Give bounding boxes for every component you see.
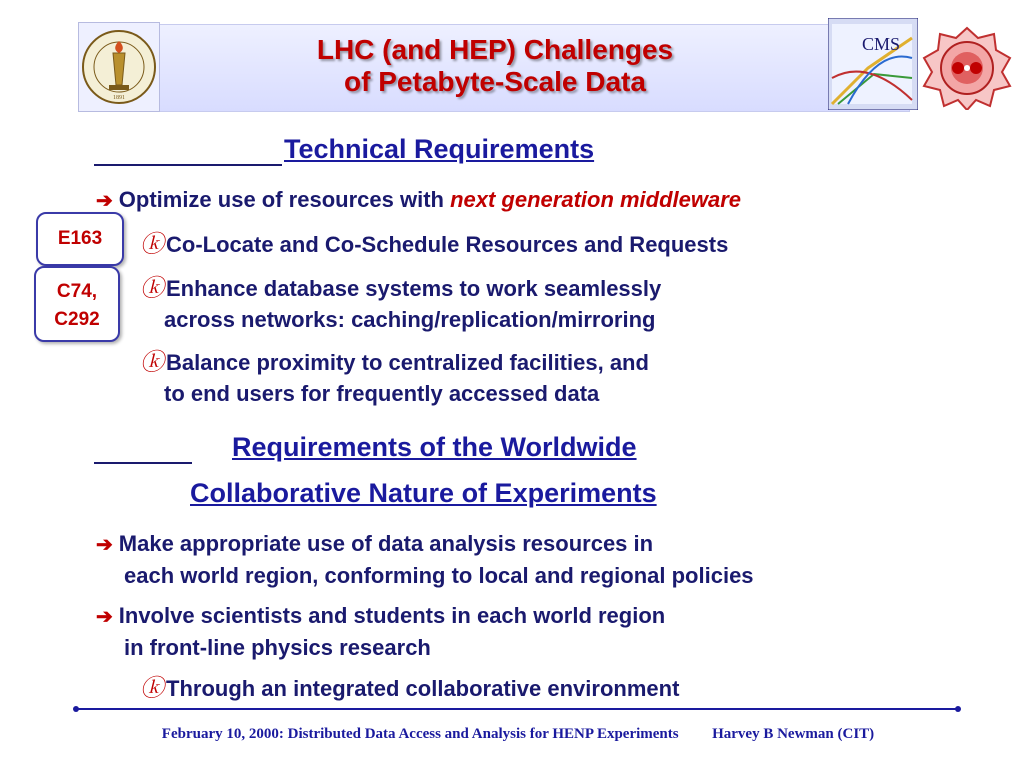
cms-logo-text: CMS [862,34,901,54]
title-line-2: of Petabyte-Scale Data [344,66,646,97]
arrow-right-icon: ➔ [96,606,113,628]
seal-year: 1891 [113,95,125,101]
detector-logo [920,24,1014,110]
arrow-right-icon: ➔ [96,534,113,556]
bullet-text-line1: Involve scientists and students in each world region [118,603,666,628]
sub-bullet-icon: ⓚ [140,274,164,302]
sub-bullet-text-line1: Balance proximity to centralized facilities, and [166,350,649,375]
arrow-right-icon: ➔ [96,190,113,212]
sub-bullet-collaborative [140,672,679,705]
bullet-appropriate-use [96,528,653,561]
heading-rule-2 [94,462,192,464]
footer-author: Harvey B Newman (CIT) [712,726,875,742]
bullet-text: Optimize use of resources with [118,187,451,212]
bullet-text-line1: Make appropriate use of data analysis resources in [118,531,654,556]
sub-bullet-icon: ⓚ [140,230,164,258]
footer-divider-end-left [73,706,79,712]
footer-event: February 10, 2000: Distributed Data Access and Analysis for HENP Experiments [161,726,679,742]
bullet-emphasis: next generation middleware [450,187,742,212]
cms-logo [828,18,918,110]
sub-bullet-balance [140,346,649,379]
bullet-optimize-resources [96,184,741,217]
bullet-involve-scientists [96,600,665,633]
sub-bullet-database-cont: across networks: caching/replication/mirroring [164,307,656,332]
reference-box-c74-c292 [34,266,120,342]
caltech-seal-logo [78,22,160,112]
footer-divider [76,708,958,710]
bullet-appropriate-use-cont: each world region, conforming to local and regional policies [124,563,754,588]
sub-bullet-text: Co-Locate and Co-Schedule Resources and Requests [166,232,729,257]
reference-label-2: C292 [54,309,100,330]
sub-bullet-colocate [140,228,728,261]
sub-bullet-balance-cont: to end users for frequently accessed data [164,381,600,406]
reference-label-1: C74, [56,281,98,302]
sub-bullet-icon: ⓚ [140,348,164,376]
sub-bullet-text: Through an integrated collaborative environment [166,676,680,701]
sub-bullet-database [140,272,661,305]
sub-bullet-icon: ⓚ [140,674,164,702]
section-heading-worldwide-line2: Collaborative Nature of Experiments [190,478,657,508]
title-line-1: LHC (and HEP) Challenges [316,34,674,65]
reference-label: E163 [57,228,103,249]
footer-divider-end-right [955,706,961,712]
section-heading-worldwide-line1: Requirements of the Worldwide [232,432,637,462]
page-title [170,34,820,98]
sub-bullet-text-line1: Enhance database systems to work seamlessly [166,276,662,301]
section-heading-technical: Technical Requirements [284,134,595,164]
heading-rule-1 [94,164,282,166]
bullet-involve-scientists-cont: in front-line physics research [124,635,431,660]
reference-box-e163 [36,212,124,266]
footer [78,726,958,743]
